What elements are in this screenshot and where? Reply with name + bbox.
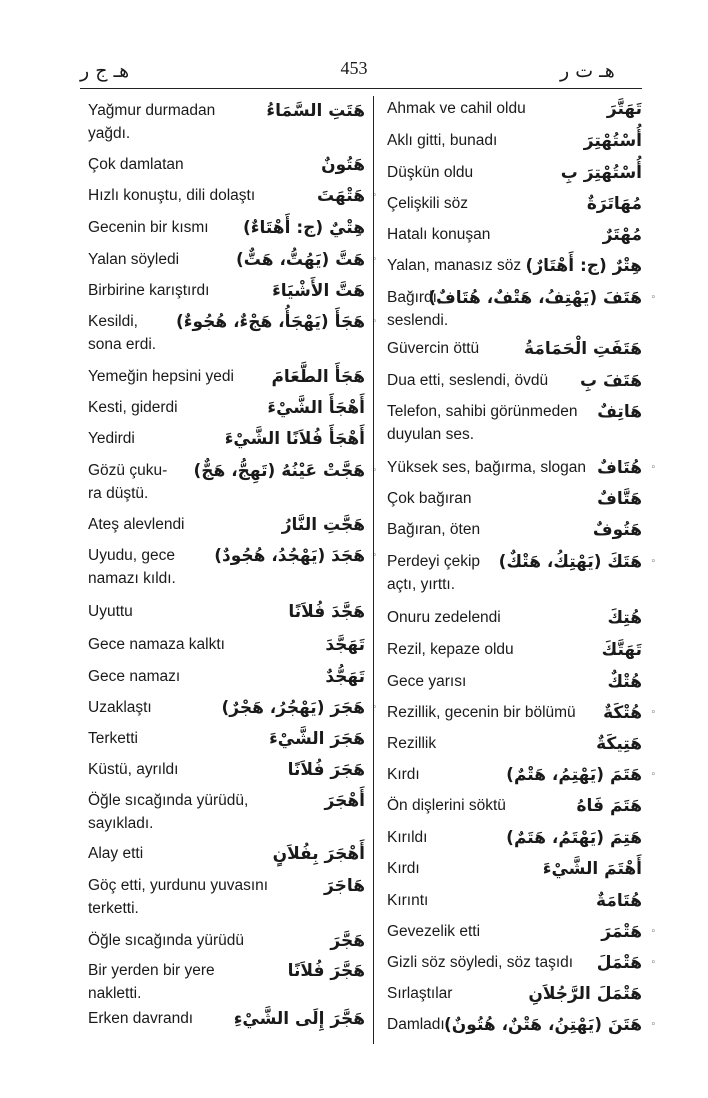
entry-translation: Yüksek ses, bağırma, slogan [387, 459, 587, 476]
entry-translation: Yalan, manasız söz [387, 257, 522, 274]
entry-translation: Gözü çuku- [88, 462, 168, 479]
entry-translation: Düşkün oldu [387, 164, 474, 181]
entry-headword: هَجَأَ الطَّعَامَ [271, 367, 365, 387]
root-marker: ◦ [650, 463, 656, 473]
entry-translation-continued: sayıkladı. [88, 815, 154, 832]
entry-headword: هَتَفَ (يَهْتِفُ، هَتْفٌ، هُتَافٌ) [428, 288, 642, 308]
entry-headword: أَهْجَأَ الشَّيْءَ [267, 398, 365, 418]
entry-translation: Gece namaza kalktı [88, 636, 225, 653]
entry-headword: هَتَفَتِ الْحَمَامَةُ [524, 339, 642, 359]
root-marker: ◦ [371, 466, 377, 476]
entry-translation: Çok damlatan [88, 156, 184, 173]
root-marker: ◦ [371, 551, 377, 561]
entry-headword: هَتِيكَةٌ [596, 734, 642, 754]
header-right-letters: هـ ت ر [560, 60, 615, 82]
entry-translation: Rezillik [387, 735, 437, 752]
root-marker: ◦ [650, 708, 656, 718]
entry-translation-continued: açtı, yırttı. [387, 576, 456, 593]
header-left-letters: هـ ج ر [80, 60, 130, 82]
entry-headword: هَتْهَتَ [317, 186, 365, 206]
entry-headword: هَتُونٌ [321, 155, 365, 175]
root-marker: ◦ [371, 191, 377, 201]
entry-headword: هُتْكٌ [607, 672, 642, 692]
entry-headword: هَتْمَلَ [596, 953, 642, 973]
entry-headword: هَتَّ (يَهُتُّ، هَتٌّ) [235, 250, 365, 270]
entry-translation: Alay etti [88, 845, 144, 862]
entry-headword: مُهْتَرٌ [602, 225, 642, 245]
entry-headword: هُتَافٌ [597, 458, 642, 478]
entry-translation-continued: yağdı. [88, 125, 131, 142]
root-marker: ◦ [650, 557, 656, 567]
entry-translation: Gece yarısı [387, 673, 467, 690]
entry-headword: هَجَّتْ عَيْنُهُ (تَهِجُّ، هَجٌّ) [193, 461, 365, 481]
entry-translation: Yemeğin hepsini yedi [88, 368, 234, 385]
entry-translation: Yağmur durmadan [88, 102, 216, 119]
entry-translation: Öğle sıcağında yürüdü [88, 932, 244, 949]
entry-translation: Onuru zedelendi [387, 609, 501, 626]
entry-translation-continued: terketti. [88, 900, 139, 917]
entry-headword: هُتِكَ [607, 608, 642, 628]
entry-translation: Telefon, sahibi görünmeden [387, 403, 578, 420]
entry-translation: Göç etti, yurdunu yuvasını [88, 877, 269, 894]
column-divider [373, 96, 374, 1044]
entry-translation: Hızlı konuştu, dili dolaştı [88, 187, 256, 204]
entry-translation: Bağırdı, [387, 289, 442, 306]
root-marker: ◦ [650, 1020, 656, 1030]
entry-translation: Perdeyi çekip [387, 553, 481, 570]
entry-headword: أَهْتَمَ الشَّيْءَ [542, 859, 642, 879]
entry-headword: أَهْجَرَ [324, 791, 365, 811]
entry-translation: Bağıran, öten [387, 521, 481, 538]
entry-headword: هَتْمَرَ [601, 922, 642, 942]
entry-headword: هَجَرَ (يَهْجُرُ، هَجْرٌ) [221, 698, 365, 718]
root-marker: ◦ [371, 317, 377, 327]
entry-headword: هَاتِفٌ [597, 402, 642, 422]
entry-translation: Aklı gitti, bunadı [387, 132, 498, 149]
entry-translation-continued: duyulan ses. [387, 426, 475, 443]
entry-headword: هَتِمَ (يَهْتَمُ، هَتَمٌ) [506, 828, 642, 848]
entry-translation: Dua etti, seslendi, övdü [387, 372, 549, 389]
entry-translation: Uyudu, gece [88, 547, 176, 564]
entry-translation: Uyuttu [88, 603, 133, 620]
entry-headword: هَجَرَ فُلاَنًا [287, 760, 365, 780]
entry-headword: تَهَتَّرَ [606, 99, 642, 119]
entry-translation: Kırıntı [387, 892, 429, 909]
entry-headword: هَتَتِ السَّمَاءُ [266, 101, 365, 121]
entry-headword: هِتْرٌ (ج: أَهْتَارٌ) [525, 256, 642, 276]
entry-headword: هَتَكَ (يَهْتِكُ، هَتْكٌ) [498, 552, 642, 572]
entry-headword: هَجَّرَ [330, 931, 365, 951]
entry-headword: هَتَنَ (يَهْتِنُ، هَتْنٌ، هُتُونٌ) [444, 1015, 642, 1035]
entry-translation: Bir yerden bir yere [88, 962, 215, 979]
root-marker: ◦ [650, 927, 656, 937]
entry-headword: هَتَمَ فَاهُ [576, 796, 642, 816]
entry-translation: Uzaklaştı [88, 699, 152, 716]
entry-translation: Yalan söyledi [88, 251, 180, 268]
entry-translation: Rezillik, gecenin bir bölümü [387, 704, 576, 721]
entry-headword: هَتْمَلَ الرَّجُلاَنِ [528, 984, 642, 1004]
entry-headword: أَهْجَرَ بِفُلاَنٍ [272, 844, 365, 864]
entry-translation: Hatalı konuşan [387, 226, 491, 243]
entry-headword: هُتَامَةٌ [596, 891, 642, 911]
entry-headword: هَتَّ الأَشْيَاءَ [272, 281, 365, 301]
root-marker: ◦ [650, 770, 656, 780]
entry-headword: هَجَأَ (يَهْجَأُ، هَجْءٌ، هُجُوءٌ) [176, 312, 365, 332]
entry-headword: هَتُوفٌ [592, 520, 642, 540]
entry-translation-continued: nakletti. [88, 985, 142, 1002]
entry-translation: Ön dişlerini söktü [387, 797, 506, 814]
entry-translation: Kırdı [387, 860, 420, 877]
entry-translation: Damladı [387, 1016, 445, 1033]
entry-translation-continued: ra düştü. [88, 485, 149, 502]
entry-translation: Yedirdi [88, 430, 135, 447]
root-marker: ◦ [650, 958, 656, 968]
entry-translation-continued: seslendi. [387, 312, 449, 329]
entry-translation-continued: namazı kıldı. [88, 570, 176, 587]
entry-headword: أُسْتُهْتِرَ [583, 131, 642, 151]
entry-headword: تَهَجَّدَ [325, 635, 365, 655]
entry-headword: تَهَجُّدٌ [325, 667, 365, 687]
entry-translation: Rezil, kepaze oldu [387, 641, 514, 658]
entry-headword: هَتَمَ (يَهْتِمُ، هَتْمٌ) [506, 765, 642, 785]
entry-headword: هَجَّرَ إِلَى الشَّيْءِ [233, 1009, 365, 1029]
root-marker: ◦ [371, 703, 377, 713]
entry-headword: تَهَتَّكَ [601, 640, 642, 660]
entry-headword: هَجَرَ الشَّيْءَ [269, 729, 365, 749]
entry-translation: Kırıldı [387, 829, 428, 846]
root-marker: ◦ [650, 293, 656, 303]
entry-headword: هَجَدَ (يَهْجُدُ، هُجُودٌ) [214, 546, 365, 566]
entry-translation: Birbirine karıştırdı [88, 282, 210, 299]
entry-headword: هَتَّافٌ [597, 489, 642, 509]
entry-translation: Öğle sıcağında yürüdü, [88, 792, 249, 809]
root-marker: ◦ [371, 255, 377, 265]
entry-translation: Ahmak ve cahil oldu [387, 100, 526, 117]
entry-headword: أَهْجَأَ فُلاَنًا الشَّيْءَ [224, 429, 365, 449]
entry-headword: هِتْيٌ (ج: أَهْتَاءٌ) [243, 218, 365, 238]
entry-headword: هَجَّرَ فُلاَنًا [287, 961, 365, 981]
entry-translation: Gizli söz söyledi, söz taşıdı [387, 954, 574, 971]
entry-translation: Kesti, giderdi [88, 399, 178, 416]
entry-headword: أُسْتُهْتِرَ بِ [560, 163, 642, 183]
entry-headword: هَتَفَ بِ [580, 371, 642, 391]
entry-translation: Gecenin bir kısmı [88, 219, 209, 236]
entry-headword: مُهَاتَرَةٌ [586, 194, 642, 214]
entry-translation: Güvercin öttü [387, 340, 480, 357]
entry-translation: Erken davrandı [88, 1010, 194, 1027]
entry-translation: Terketti [88, 730, 138, 747]
entry-translation: Sırlaştılar [387, 985, 453, 1002]
page-number: 453 [340, 58, 368, 78]
entry-headword: هَجَّدَ فُلاَنًا [288, 602, 365, 622]
entry-translation: Çelişkili söz [387, 195, 468, 212]
entry-translation: Kırdı [387, 766, 420, 783]
entry-translation: Gece namazı [88, 668, 181, 685]
entry-headword: هَاجَرَ [324, 876, 365, 896]
entry-headword: هَجَّتِ النَّارُ [281, 515, 365, 535]
header-rule [80, 88, 642, 89]
entry-translation-continued: sona erdi. [88, 336, 157, 353]
entry-translation: Gevezelik etti [387, 923, 481, 940]
entry-headword: هُتْكَةٌ [603, 703, 642, 723]
entry-translation: Çok bağıran [387, 490, 472, 507]
entry-translation: Ateş alevlendi [88, 516, 185, 533]
entry-translation: Kesildi, [88, 313, 138, 330]
entry-translation: Küstü, ayrıldı [88, 761, 179, 778]
